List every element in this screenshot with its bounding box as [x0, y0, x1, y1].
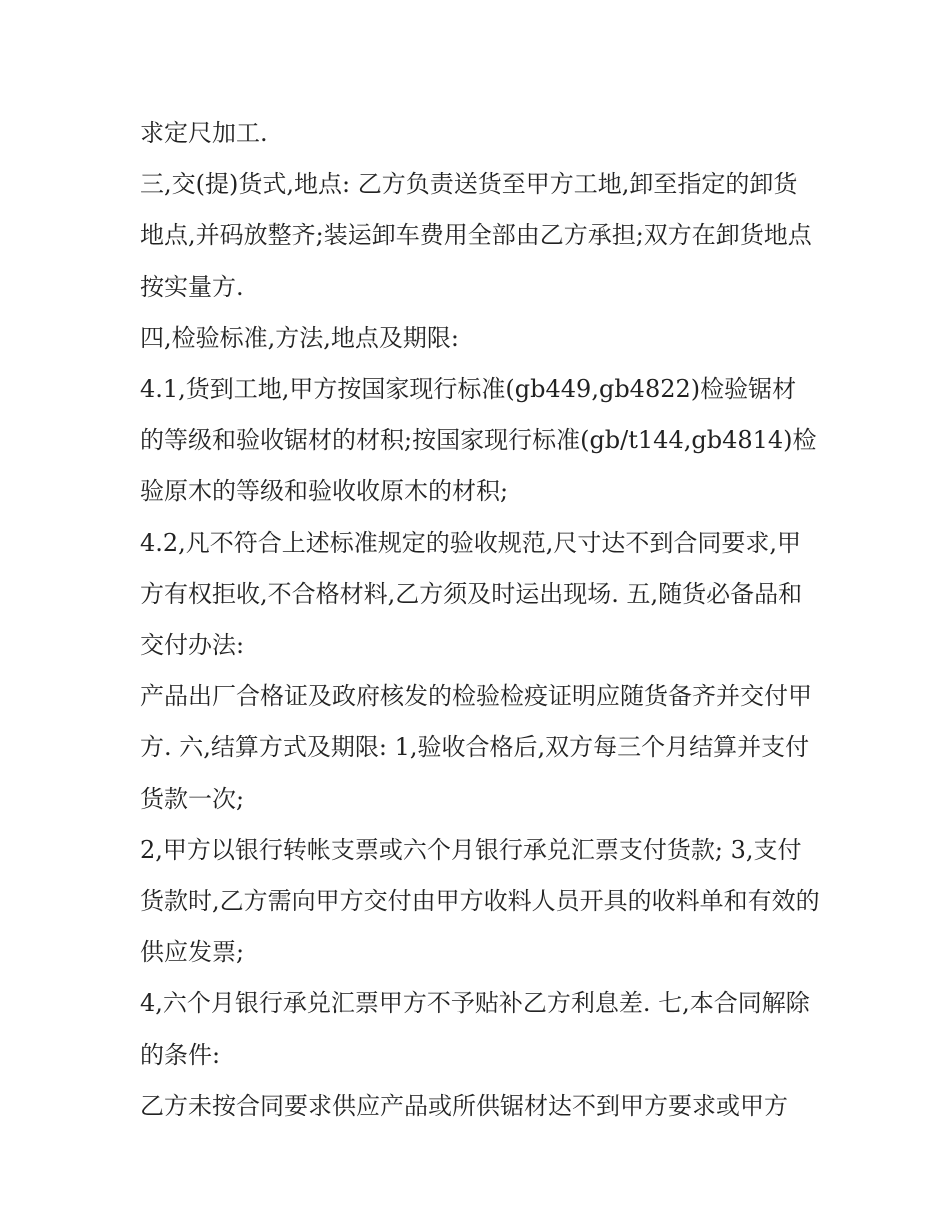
paragraph-7: 2,甲方以银行转帐支票或六个月银行承兑汇票支付货款; 3,支付货款时,乙方需向甲方交付由甲方收料人员开具的收料单和有效的供应发票; — [140, 835, 820, 967]
document-body — [140, 108, 820, 1132]
paragraph-3: 四,检验标准,方法,地点及期限: — [140, 323, 459, 352]
paragraph-5: 4.2,凡不符合上述标准规定的验收规范,尺寸达不到合同要求,甲方有权拒收,不合格材料,乙方须及时运出现场. 五,随货必备品和交付办法: — [140, 528, 803, 660]
paragraph-6: 产品出厂合格证及政府核发的检验检疫证明应随货备齐并交付甲方. 六,结算方式及期限: 1,验收合格后,双方每三个月结算并支付货款一次; — [140, 682, 812, 813]
paragraph-2: 三,交(提)货式,地点: 乙方负责送货至甲方工地,卸至指定的卸货地点,并码放整齐;装运卸车费用全部由乙方承担;双方在卸货地点按实量方. — [140, 170, 812, 301]
paragraph-9: 乙方未按合同要求供应产品或所供锯材达不到甲方要求或甲方 — [140, 1091, 788, 1120]
paragraph-1: 求定尺加工. — [140, 119, 268, 147]
paragraph-8: 4,六个月银行承兑汇票甲方不予贴补乙方利息差. 七,本合同解除的条件: — [140, 989, 810, 1069]
paragraph-4: 4.1,货到工地,甲方按国家现行标准(gb449,gb4822)检验锯材的等级和验收锯材的材积;按国家现行标准(gb/t144,gb4814)检验原木的等级和验收收原木的材积; — [140, 375, 817, 506]
